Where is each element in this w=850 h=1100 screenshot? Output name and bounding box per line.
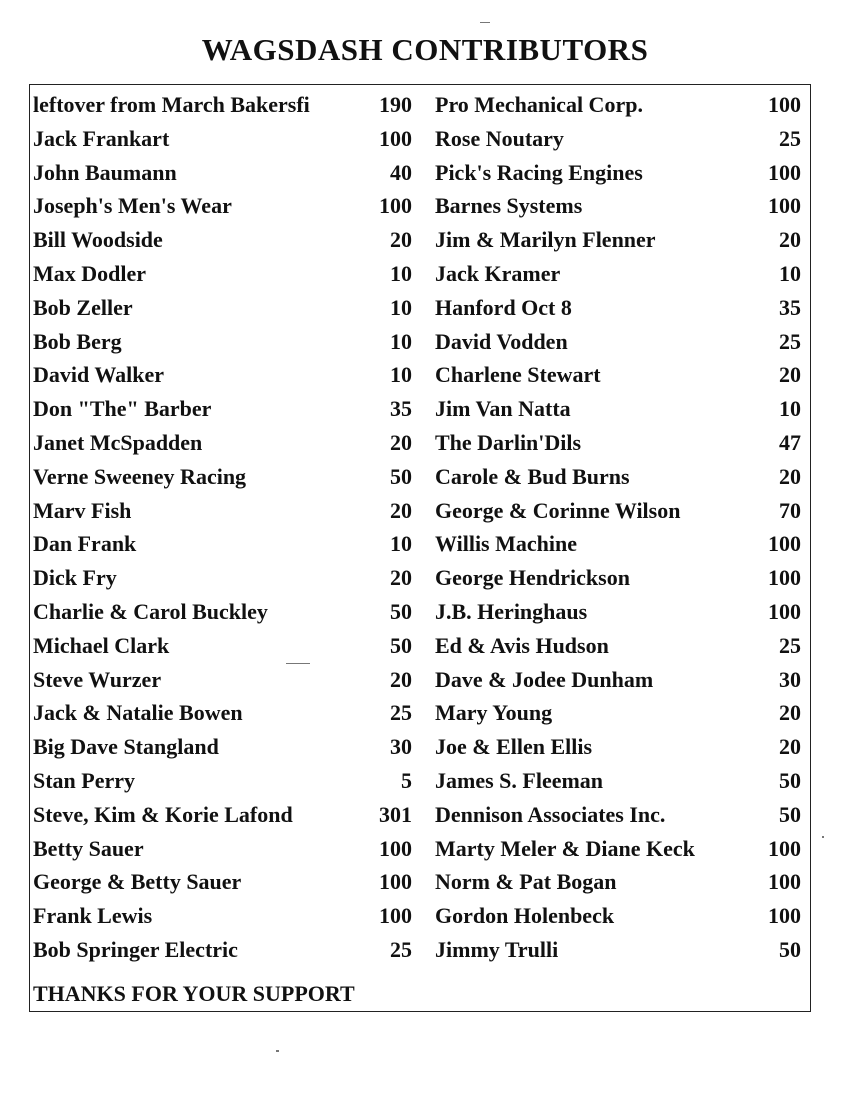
- contribution-amount: 190: [379, 92, 412, 117]
- contributor-name: Pick's Racing Engines: [435, 159, 643, 185]
- contribution-amount: 70: [779, 497, 801, 523]
- contributor-name: James S. Fleeman: [435, 767, 604, 793]
- contribution-amount: 20: [779, 227, 801, 253]
- contributor-name: Dennison Associates Inc.: [435, 801, 666, 827]
- contributor-name: Jim Van Natta: [435, 396, 571, 422]
- table-row: [29, 798, 811, 832]
- contributor-name: Gordon Holenbeck: [435, 903, 615, 929]
- contribution-amount: 30: [779, 666, 801, 692]
- contributor-name: Jimmy Trulli: [435, 936, 559, 962]
- contribution-amount: 20: [779, 362, 801, 388]
- contribution-amount: 10: [390, 260, 412, 286]
- contribution-amount: 100: [379, 903, 412, 929]
- contribution-amount: 25: [390, 936, 412, 962]
- contributor-name: Marty Meler & Diane Keck: [435, 835, 695, 861]
- contribution-amount: 35: [779, 294, 801, 320]
- contributor-name: Jack Frankart: [33, 125, 170, 151]
- contributor-name: Marv Fish: [33, 497, 132, 523]
- table-row: [29, 223, 811, 257]
- contribution-amount: 100: [768, 159, 801, 185]
- contribution-amount: 10: [779, 396, 801, 422]
- contribution-amount: 100: [768, 598, 801, 624]
- page-title: WAGSDASH CONTRIBUTORS: [201, 32, 649, 67]
- contributor-name: Jim & Marilyn Flenner: [435, 227, 656, 253]
- contributor-name: Bob Berg: [33, 328, 122, 354]
- contributors-table: [29, 88, 811, 967]
- contribution-amount: 10: [779, 260, 801, 286]
- contribution-amount: 20: [390, 497, 412, 523]
- contribution-amount: 40: [390, 159, 412, 185]
- scan-speck: [286, 663, 310, 664]
- contributor-name: Big Dave Stangland: [33, 734, 219, 760]
- contribution-amount: 20: [390, 565, 412, 591]
- contributor-name: Michael Clark: [33, 632, 170, 658]
- contributor-name: Dick Fry: [33, 565, 117, 591]
- contributor-name: Joseph's Men's Wear: [33, 193, 232, 219]
- table-row: [29, 832, 811, 866]
- contribution-amount: 100: [379, 869, 412, 895]
- contribution-amount: 20: [390, 666, 412, 692]
- table-row: [29, 156, 811, 190]
- table-row: [29, 426, 811, 460]
- table-row: [29, 730, 811, 764]
- contribution-amount: 25: [779, 125, 801, 151]
- contribution-amount: 25: [779, 632, 801, 658]
- table-row: [29, 629, 811, 663]
- scan-speck: [822, 836, 824, 838]
- contributor-name: Rose Noutary: [435, 125, 564, 151]
- contribution-amount: 301: [379, 801, 412, 827]
- contribution-amount: 10: [390, 531, 412, 557]
- contribution-amount: 100: [379, 125, 412, 151]
- contributor-name: Max Dodler: [33, 260, 147, 286]
- contribution-amount: 50: [390, 632, 412, 658]
- contributor-name: Don "The" Barber: [33, 396, 212, 422]
- contribution-amount: 20: [390, 429, 412, 455]
- contributor-name: George Hendrickson: [435, 565, 630, 591]
- contributor-name: Stan Perry: [33, 767, 136, 793]
- scan-speck: [276, 1050, 279, 1052]
- contribution-amount: 100: [768, 531, 801, 557]
- table-row: [29, 696, 811, 730]
- contributor-name: Dan Frank: [33, 531, 137, 557]
- contribution-amount: 50: [779, 767, 801, 793]
- contributor-name: The Darlin'Dils: [435, 429, 582, 455]
- contributor-name: Joe & Ellen Ellis: [435, 734, 593, 760]
- contributor-name: Willis Machine: [435, 531, 577, 557]
- scan-speck: [480, 22, 490, 23]
- contributor-name: J.B. Heringhaus: [435, 598, 588, 624]
- contributor-name: John Baumann: [33, 159, 177, 185]
- table-row: [29, 933, 811, 967]
- table-row: [29, 358, 811, 392]
- contributor-name: Norm & Pat Bogan: [435, 869, 617, 895]
- contributor-name: Hanford Oct 8: [435, 294, 572, 320]
- contributor-name: Frank Lewis: [33, 903, 153, 929]
- table-row: [29, 899, 811, 933]
- contributor-name: Ed & Avis Hudson: [435, 632, 609, 658]
- contribution-amount: 100: [768, 565, 801, 591]
- contribution-amount: 30: [390, 734, 412, 760]
- contribution-amount: 100: [768, 903, 801, 929]
- table-row: [29, 88, 811, 122]
- thanks-footer: THANKS FOR YOUR SUPPORT: [33, 981, 355, 1006]
- contributor-name: Bill Woodside: [33, 227, 163, 253]
- table-row: [29, 527, 811, 561]
- contributor-name: Bob Springer Electric: [33, 936, 238, 962]
- contribution-amount: 47: [779, 429, 801, 455]
- table-row: [29, 257, 811, 291]
- contribution-amount: 25: [779, 328, 801, 354]
- contribution-amount: 10: [390, 294, 412, 320]
- table-row: [29, 189, 811, 223]
- table-row: [29, 291, 811, 325]
- contribution-amount: 50: [779, 801, 801, 827]
- contribution-amount: 100: [379, 193, 412, 219]
- table-row: [29, 325, 811, 359]
- contribution-amount: 20: [779, 700, 801, 726]
- contributor-name: David Walker: [33, 362, 165, 388]
- contributor-name: Jack Kramer: [435, 260, 561, 286]
- table-row: [29, 561, 811, 595]
- contribution-amount: 25: [390, 700, 412, 726]
- table-row: [29, 392, 811, 426]
- contribution-amount: 100: [379, 835, 412, 861]
- table-row: [29, 595, 811, 629]
- contribution-amount: 50: [390, 463, 412, 489]
- contributor-name: Charlie & Carol Buckley: [33, 598, 268, 624]
- table-row: [29, 494, 811, 528]
- contribution-amount: 20: [779, 463, 801, 489]
- contributor-name: David Vodden: [435, 328, 568, 354]
- contributor-name: Bob Zeller: [33, 294, 133, 320]
- contributor-name: Betty Sauer: [33, 835, 144, 861]
- contributor-name: Jack & Natalie Bowen: [33, 700, 243, 726]
- contribution-amount: 50: [390, 598, 412, 624]
- contribution-amount: 10: [390, 328, 412, 354]
- contributor-name: Barnes Systems: [435, 193, 583, 219]
- table-row: [29, 663, 811, 697]
- contribution-amount: 100: [768, 92, 801, 117]
- contribution-amount: 20: [390, 227, 412, 253]
- table-row: [29, 865, 811, 899]
- contribution-amount: 50: [779, 936, 801, 962]
- contributor-name: leftover from March Bakersfi: [33, 92, 310, 117]
- contribution-amount: 20: [779, 734, 801, 760]
- contributor-name: Steve Wurzer: [33, 666, 162, 692]
- contribution-amount: 5: [401, 767, 412, 793]
- contribution-amount: 100: [768, 835, 801, 861]
- contribution-amount: 100: [768, 193, 801, 219]
- contributor-name: Carole & Bud Burns: [435, 463, 630, 489]
- contributor-name: Steve, Kim & Korie Lafond: [33, 801, 293, 827]
- contributor-name: Verne Sweeney Racing: [33, 463, 247, 489]
- contributor-name: Charlene Stewart: [435, 362, 601, 388]
- table-row: [29, 764, 811, 798]
- table-row: [29, 460, 811, 494]
- contributor-name: George & Corinne Wilson: [435, 497, 681, 523]
- contribution-amount: 35: [390, 396, 412, 422]
- contributor-name: Janet McSpadden: [33, 429, 203, 455]
- contribution-amount: 10: [390, 362, 412, 388]
- contributor-name: George & Betty Sauer: [33, 869, 242, 895]
- contributor-name: Mary Young: [435, 700, 553, 726]
- contributor-name: Pro Mechanical Corp.: [435, 92, 643, 117]
- contributor-name: Dave & Jodee Dunham: [435, 666, 654, 692]
- table-row: [29, 122, 811, 156]
- contribution-amount: 100: [768, 869, 801, 895]
